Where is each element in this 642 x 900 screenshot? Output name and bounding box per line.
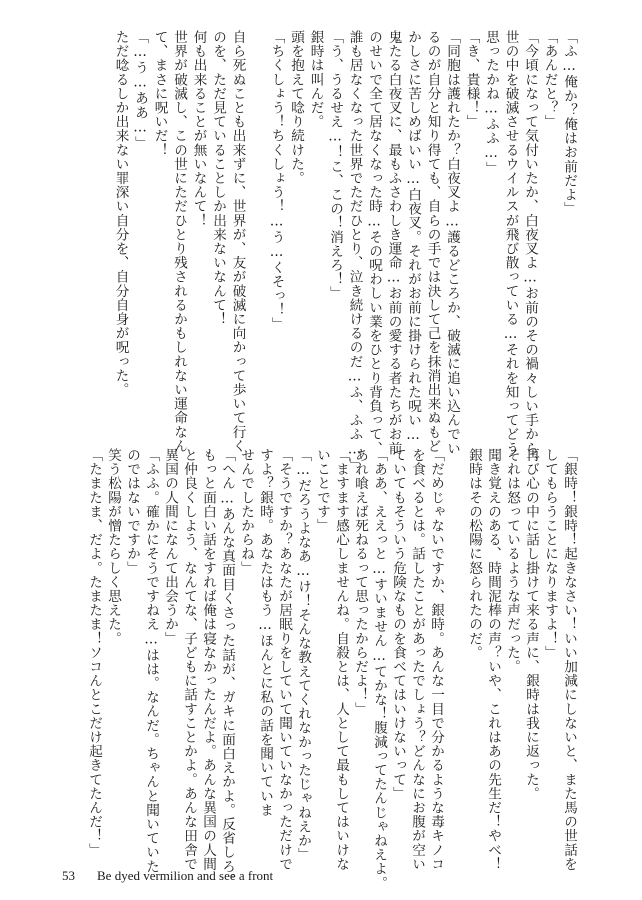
text-column: 笑う松陽が憎たらしく思えた。	[105, 448, 121, 646]
text-column: 「ふふ。確かにそうですねえ…はは。なんだ。ちゃんと聞いていた	[143, 448, 159, 874]
text-column: 「たまたま、だよ。たまたま！ソコんとこだけ起きてたんだ！」	[86, 448, 102, 857]
text-column: 聞き覚えのある、時間泥棒の声？いや、これはあの先生だ！やべ！	[485, 448, 501, 871]
text-column: 「ああ、ええっと…すいません…てかな！腹減ってたんじゃねえよ。	[371, 448, 387, 890]
text-column: 「へん…あんな真面目くさった話が、ガキに面白えかよ。反省しろ。	[219, 448, 235, 888]
text-column: のせいで全て居なくなった時…その呪わしい業をひとり背負って、	[366, 30, 382, 456]
text-column: 頭を抱えて唸り続けた。	[288, 30, 304, 186]
text-column: かしさに苦しめばいい…白夜叉。それがお前に掛けられた呪い…	[405, 30, 421, 444]
text-column: それは怒っているような声だった。	[504, 448, 520, 674]
text-column: 「だめじゃないですか、銀時。あんな一目で分かるような毒キノコ	[428, 448, 444, 871]
text-column: 「今頃になって気付いたか、白夜叉よ…お前のその禍々しい手から、	[522, 30, 538, 470]
running-title: Be dyed vermilion and see a front	[97, 868, 274, 883]
page-footer	[62, 868, 273, 884]
upper-text-block	[105, 30, 577, 472]
text-column: 「ますます感心しませんね。自殺とは、人として最もしてはいけな	[333, 448, 349, 871]
text-column: 思ったかね…ふふ…」	[483, 30, 499, 176]
text-column: 「ちくしょう！ちくしょう！…う…くそっ！」	[268, 30, 285, 331]
text-column: 「同胞は護れたか？白夜叉よ…護るどころか、破滅に追い込んでい	[444, 30, 460, 456]
text-column: て、まさに呪いだ！	[151, 30, 168, 157]
text-column: 「銀時！銀時！起きなさい！いい加減にしないと、また馬の世話を	[561, 448, 577, 871]
text-column: るのが自分と知り得ても、自らの手では決して己を抹消出来ぬもど	[424, 30, 441, 453]
text-column: ていてもそういう危険なものを食べてはいけないって」	[390, 448, 406, 801]
text-column: 「き、貴様！」	[463, 30, 480, 129]
text-column: いことです」	[314, 448, 330, 533]
text-column: 鬼たる白夜叉に、最もふさわしき運命…お前の愛する者たちがお前	[385, 30, 402, 456]
text-column: せんでしたからね」	[238, 448, 254, 575]
text-column: 銀時はその松陽に怒られたのだ。	[466, 448, 482, 660]
text-column: のではないですか」	[124, 448, 140, 575]
text-column: のを、ただ見ていることしか出来ないなんて！	[210, 30, 226, 327]
text-column: 世の中を破滅させるウイルスが飛び散っている…それを知ってどう	[502, 30, 519, 456]
text-column: 「…だろうよなあ…け！そんな教えてくれなかったじゃねえか」	[295, 448, 311, 862]
text-column: 銀時は叫んだ。	[307, 30, 324, 129]
text-column: と仲良くしよう、なんてな、子どもに話すことかよ。あんな田舎で	[181, 448, 197, 871]
text-column: 「ふ…俺か？俺はお前だよ」	[561, 30, 577, 216]
text-column: 何も出来ることが無いなんて！	[190, 30, 207, 228]
text-column: 誰も居なくなった世界でただひとり、泣き続けるのだ…ふ、ふふ…」	[346, 30, 363, 472]
text-column: 自ら死ぬことも出来ずに、世界が、友が破滅に向かって歩いて行く	[229, 30, 246, 453]
text-column: すよ？銀時。あなたはもう…ほんとに私の話を聞いていま	[257, 448, 273, 817]
text-column: もっと面白い話をすれば俺は寝なかったんだよ。あんな異国の人間	[200, 448, 216, 871]
text-column: 「そうですか？あなたが居眠りをしていて聞いていなかっただけで	[276, 448, 292, 871]
text-column: 「…う…ああ…」	[132, 30, 148, 150]
text-column: を食べるとは。話したことがあったでしょう？どんなにお腹が空い	[409, 448, 425, 871]
text-column: 世界が破滅し、この世にただひとり残されるかもしれない運命なん	[171, 30, 187, 453]
text-column: してもらうことになりますよ！」	[542, 448, 558, 660]
text-column: 「あんだと？」	[541, 30, 558, 129]
text-column: ただ唸るしか出来ない罪深い自分を、自分自身が呪った。	[112, 30, 129, 397]
text-column: 「う、うるせえ…！こ、この！消えろ！」	[327, 30, 343, 301]
text-column: 再び心の中に話し掛けて来る声に、銀時は我に返った。	[523, 448, 539, 801]
page-number: 53	[62, 868, 75, 883]
text-column: あれ喰えば死ねるって思ったからだよ！」	[352, 448, 368, 716]
text-column: 異国の人間になんて出会うか」	[162, 448, 178, 646]
